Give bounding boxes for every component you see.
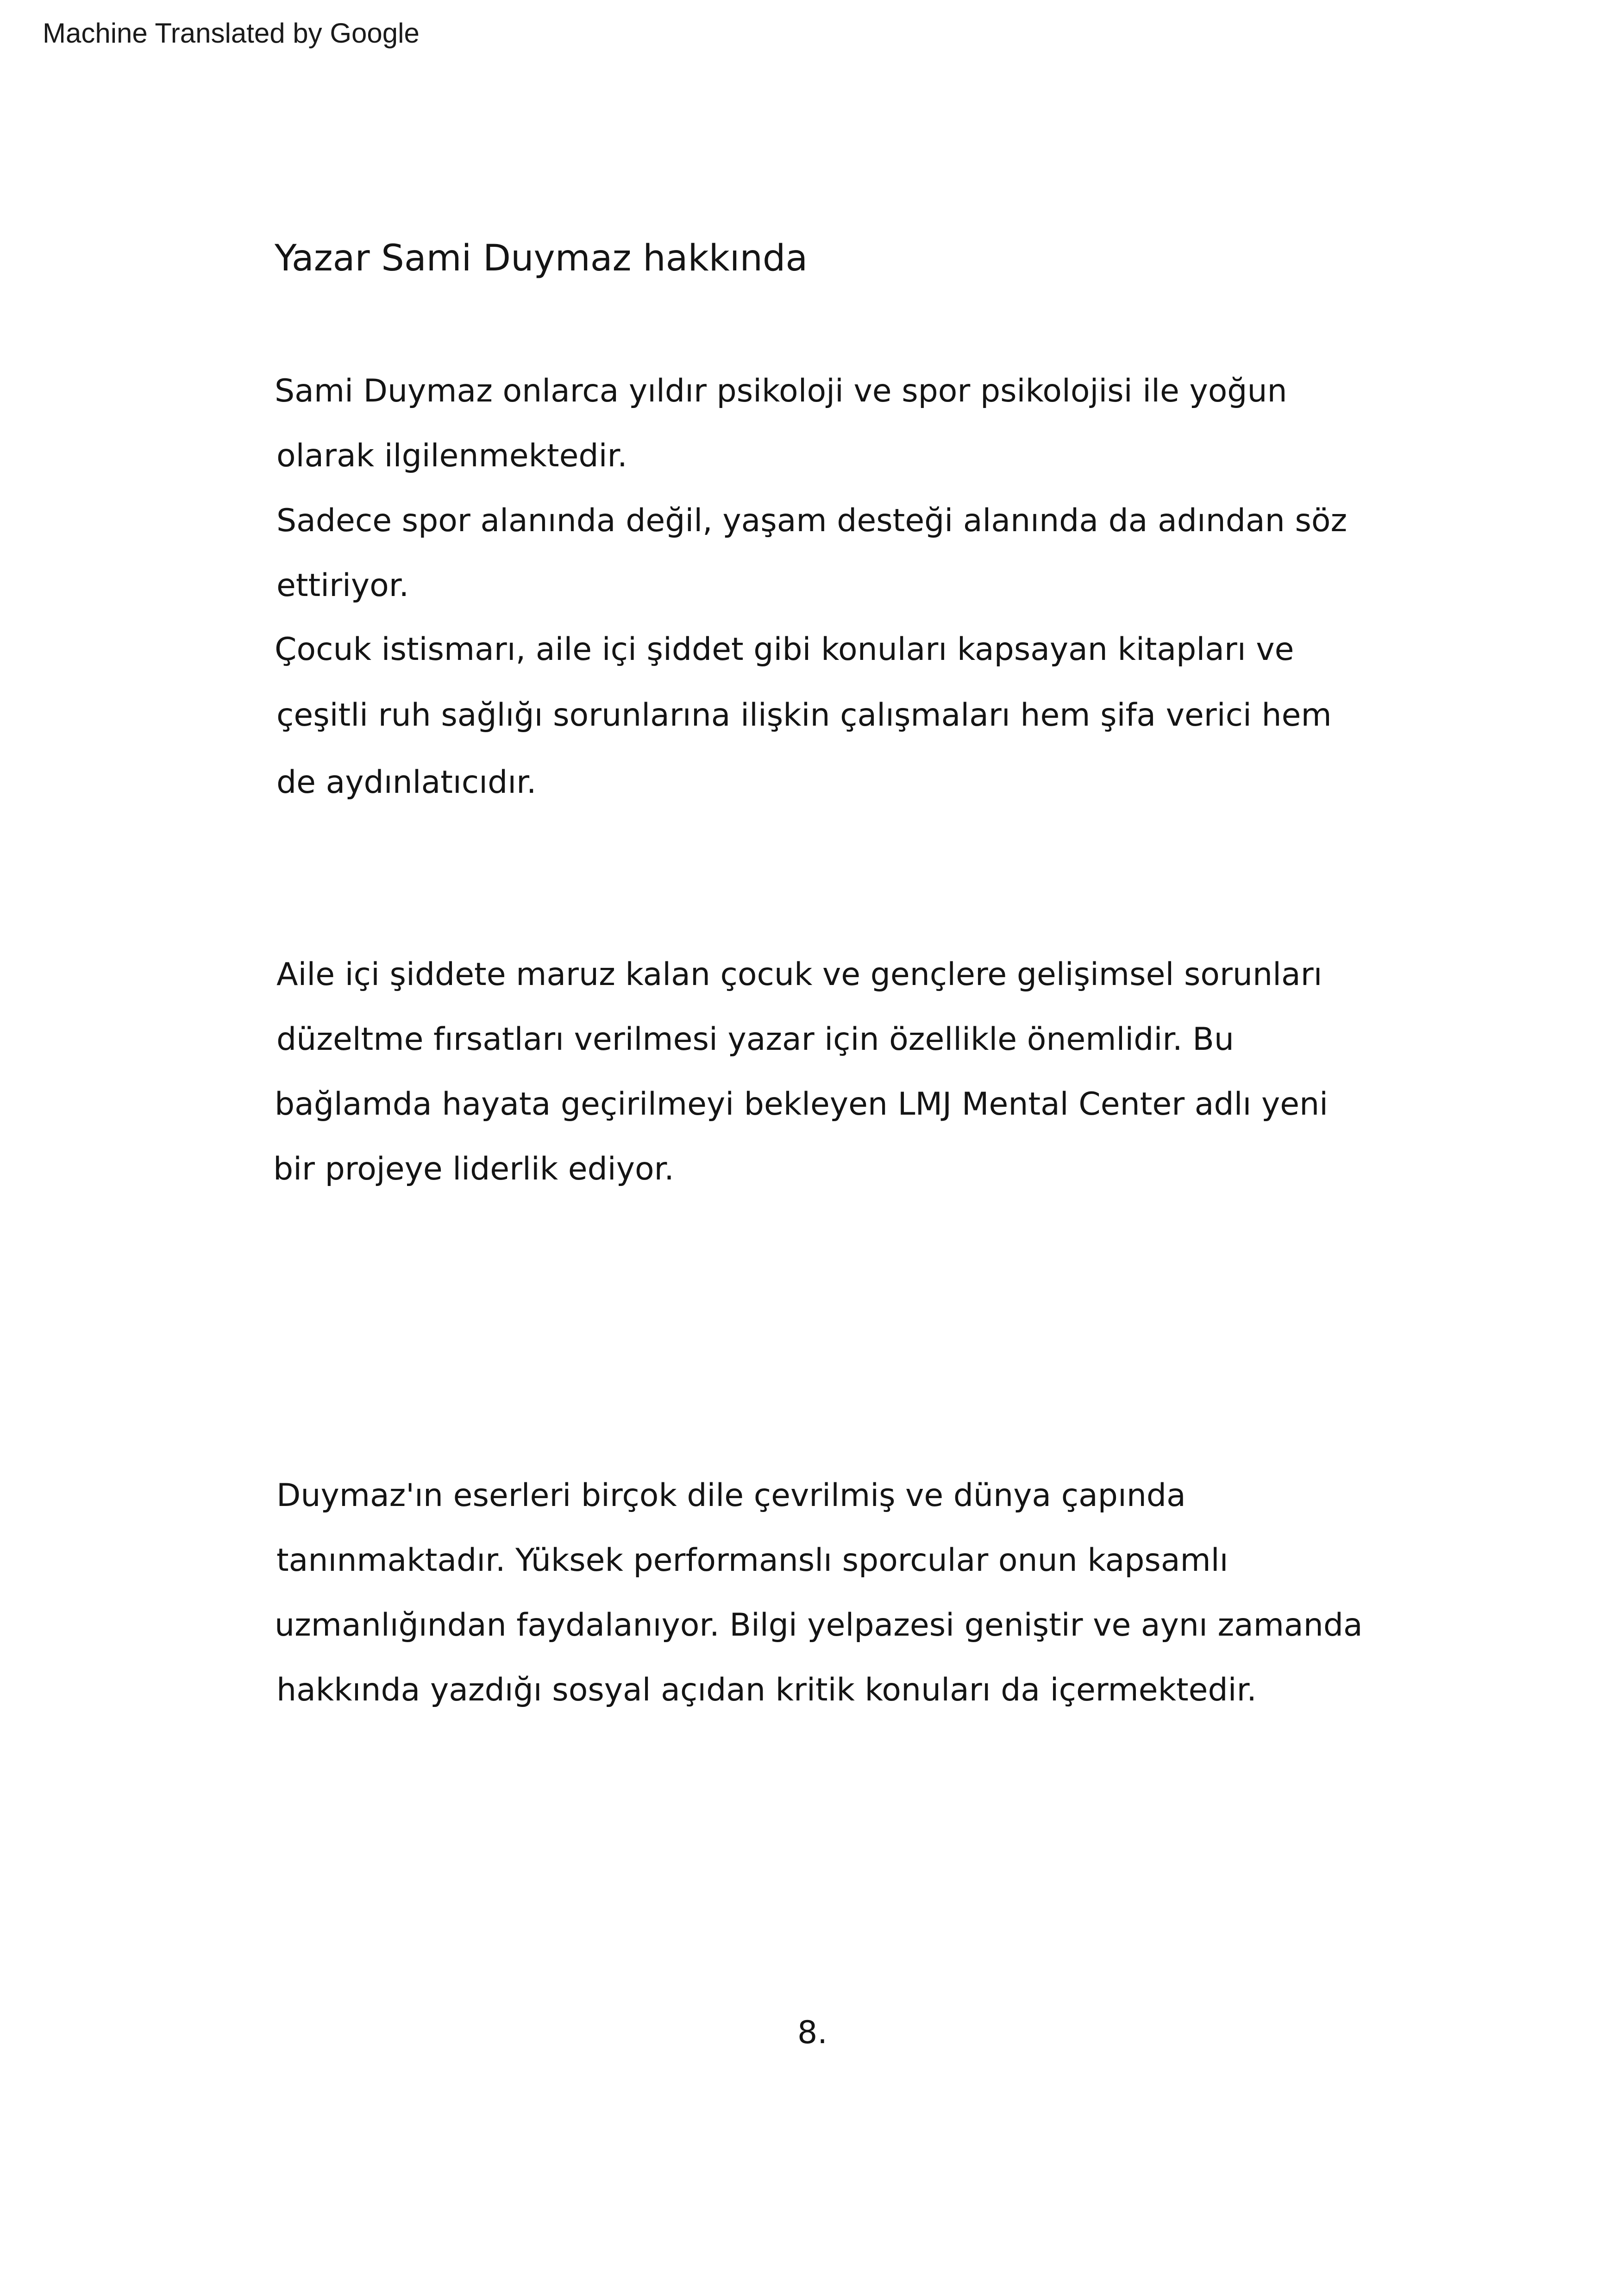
paragraph-line: düzeltme fırsatları verilmesi yazar için özellikle önemlidir. Bu [276, 1021, 1235, 1058]
paragraph-line: ettiriyor. [276, 567, 409, 604]
paragraph-line: Sadece spor alanında değil, yaşam desteği alanında da adından söz [276, 502, 1348, 539]
paragraph-line: bir projeye liderlik ediyor. [273, 1151, 674, 1187]
paragraph-line: olarak ilgilenmektedir. [276, 438, 627, 474]
machine-translation-banner: Machine Translated by Google [43, 18, 420, 49]
paragraph-line: tanınmaktadır. Yüksek performanslı sporcular onun kapsamlı [276, 1542, 1228, 1579]
paragraph-line: çeşitli ruh sağlığı sorunlarına ilişkin çalışmaları hem şifa verici hem [276, 697, 1332, 734]
paragraph-line: bağlamda hayata geçirilmeyi bekleyen LMJ Mental Center adlı yeni [275, 1086, 1329, 1123]
paragraph-line: hakkında yazdığı sosyal açıdan kritik konuları da içermektedir. [276, 1672, 1257, 1708]
paragraph-line: uzmanlığından faydalanıyor. Bilgi yelpazesi geniştir ve aynı zamanda [275, 1607, 1363, 1644]
paragraph-line: de aydınlatıcıdır. [276, 764, 537, 801]
page-number: 8. [797, 2014, 827, 2051]
paragraph-line: Duymaz'ın eserleri birçok dile çevrilmiş ve dünya çapında [276, 1477, 1186, 1514]
page-title: Yazar Sami Duymaz hakkında [275, 238, 808, 279]
paragraph-line: Sami Duymaz onlarca yıldır psikoloji ve spor psikolojisi ile yoğun [275, 373, 1287, 409]
paragraph-line: Çocuk istismarı, aile içi şiddet gibi konuları kapsayan kitapları ve [275, 631, 1294, 668]
paragraph-line: Aile içi şiddete maruz kalan çocuk ve gençlere gelişimsel sorunları [276, 956, 1322, 993]
